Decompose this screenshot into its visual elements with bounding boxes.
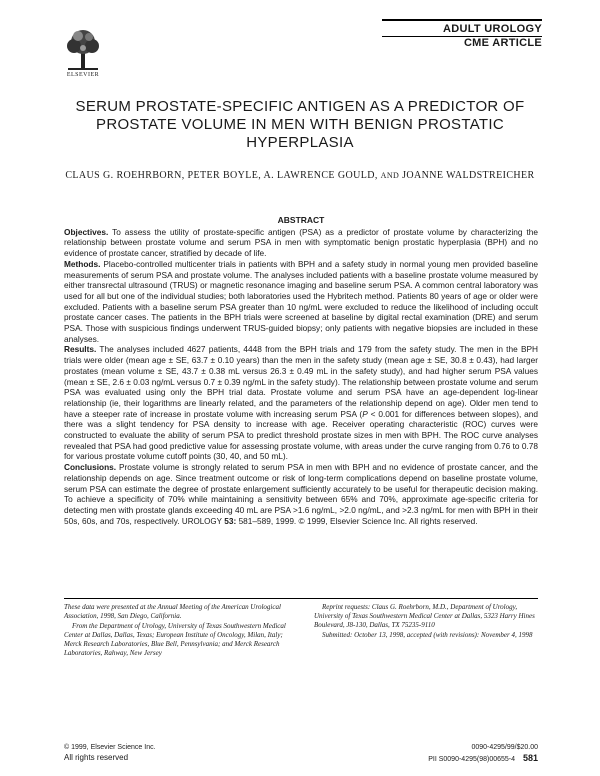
pii-line [428,753,538,765]
results-label: Results. [64,344,97,355]
footnote-submitted: Submitted: October 13, 1998, accepted (with revisions): November 4, 1998 [322,631,533,639]
abstract-methods [64,259,538,345]
objectives-label: Objectives. [64,226,109,237]
objectives-text: To assess the utility of prostate-specific antigen (PSA) as a predictor of prostate volume by characterizing the relationship between prostate volume and serum PSA in men with symptomatic benign prostatic hyperplasia (BPH) and no evidence of prostate cancer, stratified by decade of life. [64,226,539,259]
methods-text: Placebo-controlled multicenter trials in patients with BPH and a safety study in normal young men provided baseline measurements of serum PSA and prostate volume. The analyses included patients with a baseline prostate volume measured by either transrectal ultrasound (TRUS) or magnetic resonance imaging and baseline serum PSA. A common central laboratory was used for all but one of the individual studies; both laboratories used the Hybritech method. Patients 80 years of age or older were excluded. Patients with a baseline serum PSA greater than 10 ng/mL were excluded to reduce the likelihood of including occult prostate cancer cases. The patients in the BPH trials were screened at baseline by digital rectal examination (DRE) and serum PSA. Those with suspicious findings underwent TRUS-guided biopsy; only patients with negative biopsies are included in these analyses. [64,258,539,344]
copyright-line: © 1999, Elsevier Science Inc. [64,744,156,751]
abstract-objectives [64,227,538,259]
author-list [60,170,540,181]
authors-last: JOANNE WALDSTREICHER [402,170,535,181]
conclusions-label: Conclusions. [64,462,117,473]
methods-label: Methods. [64,258,101,269]
abstract-results [64,344,538,462]
rights-line: All rights reserved [64,753,129,762]
footnotes-right [314,603,538,641]
section-line-cme-article: CME ARTICLE [382,36,542,50]
section-line-adult-urology: ADULT UROLOGY [442,23,542,35]
conclusions-text: Prostate volume is strongly related to serum PSA in men with BPH and no evidence of prostate cancer, and the relationship depends on age. Since treatment outcome or risk of long-term complications depend on baseline prostate volume, serum PSA can estimate the degree of prostate enlargement sufficiently accurately to be useful for therapeutic decision making. To achieve a specificity of 70% while maintaining a sensitivity between 65% and 70%, approximate age-specific criteria for detecting men with prostate glands exceeding 40 mL are PSA >1.6 ng/mL, >2.0 ng/mL, and >2.3 ng/mL for men with BPH in their 50s, 60s, and 70s, respectively. [64,462,538,526]
identifier-block [428,743,538,765]
issn-line: 0090-4295/99/$20.00 [471,744,538,751]
citation-journal: UROLOGY [181,516,222,526]
results-p-symbol: P [362,408,368,419]
footnote-affiliations: From the Department of Urology, University of Texas Southwestern Medical Center at Dallas, Dallas, Texas; European Institute of Oncology, Milan, Italy; Merck Research Laboratories, Blue Bell, Pennsylvania; and Merck Research Laboratories, Rahway, New Jersey [64,622,286,657]
page-number: 581 [522,753,538,763]
results-text-cont: < 0.001 for differences between slopes), and there was a slight tendency for PSA density to increase with age. Receiver operating characteristic (ROC) curves were constructed to evaluate the ability of serum PSA to predict threshold prostate sizes in men with BPH. The ROC curve analyses revealed that PSA had good predictive value for assessing prostate volume, with areas under the curve ranging from 0.76 to 0.78 for various prostate volume cutoff points (30, 40, and 50 mL). [64,408,538,462]
pii-text: PII S0090-4295(98)00655-4 [428,756,516,763]
article-title: SERUM PROSTATE-SPECIFIC ANTIGEN AS A PREDICTOR OF PROSTATE VOLUME IN MEN WITH BENIGN PROSTATIC HYPERPLASIA [75,98,525,151]
publisher-name: ELSEVIER [66,72,100,78]
citation-rest: 581–589, 1999. © 1999, Elsevier Science Inc. All rights reserved. [238,515,478,526]
abstract-conclusions [64,462,538,527]
abstract [64,215,538,527]
authors-and: AND [380,171,400,180]
footnote-reprint-requests: Reprint requests: Claus G. Roehrborn, M.D., Department of Urology, University of Texas Southwestern Medical Center at Dallas, 5323 Harry Hines Boulevard, J8-130, Dallas, TX 75235-9110 [314,603,535,629]
results-text: The analyses included 4627 patients, 4448 from the BPH trials and 179 from the safety study. The men in the BPH trials were older (mean age ± SE, 63.7 ± 0.10 years) than the men in the safety study (mean age ± SE, 30.8 ± 0.43), had larger prostates (mean volume ± SE, 43.7 ± 0.38 mL versus 26.3 ± 0.49 mL in the safety study), and had higher serum PSA values (mean ± SE, 2.6 ± 0.03 ng/mL versus 0.7 ± 0.39 ng/mL in the safety study). The relationship between prostate volume and serum PSA was evaluated using only the BPH trial data. Prostate volume and serum PSA have an age-dependent log-linear relationship (ie, their logarithms are linearly related, and the parameters of the relationship depend on age). Older men tend to have a steeper rate of increase in prostate volume with increasing serum PSA ( [64,344,539,419]
abstract-heading: ABSTRACT [277,215,325,225]
authors-main: CLAUS G. ROEHRBORN, PETER BOYLE, A. LAWRENCE GOULD, [65,170,378,181]
elsevier-tree-logo [64,28,102,78]
copyright-block [64,743,156,763]
citation-volume: 53: [224,515,237,526]
footnote-divider [64,598,538,599]
footnotes-left [64,603,286,659]
section-label [382,19,542,50]
footnote-presentation: These data were presented at the Annual Meeting of the American Urological Association, 1998, San Diego, California. [64,603,281,620]
